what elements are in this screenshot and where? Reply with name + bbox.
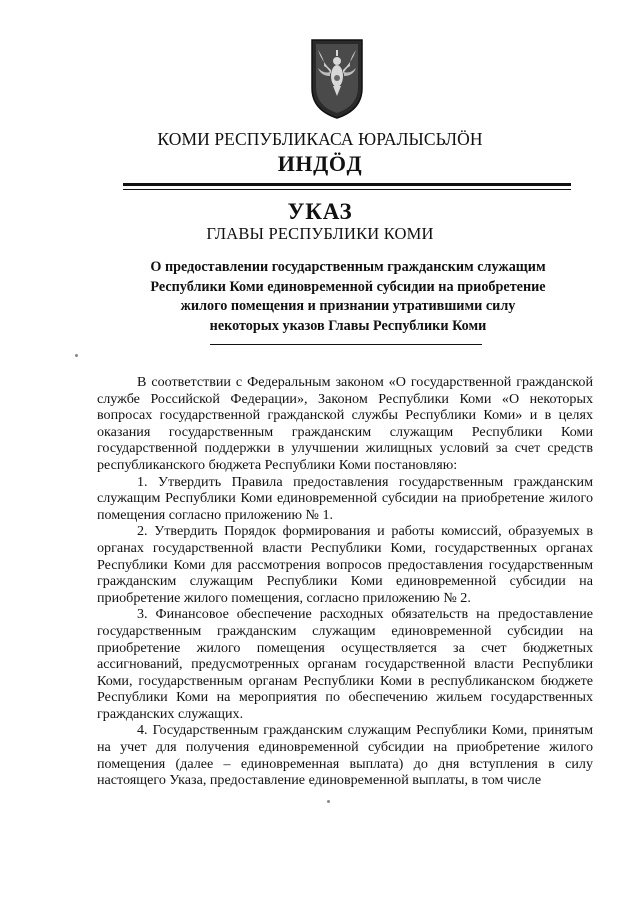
komi-coat-of-arms-icon: [306, 36, 368, 120]
header-rule-thick: [123, 183, 571, 186]
document-body: [97, 374, 593, 789]
issuer-name: ГЛАВЫ РЕСПУБЛИКИ КОМИ: [206, 224, 434, 243]
document-type: УКАЗ: [287, 199, 353, 224]
clause-1-paragraph: 1. Утвердить Правила предоставления государственным гражданским служащим Республики Коми единовременной субсидии на приобретение жилого помещения согласно приложению № 1.: [97, 473, 593, 523]
subject-line: некоторых указов Главы Республики Коми: [209, 317, 487, 334]
scan-speck: [327, 800, 330, 803]
subject-underline: [210, 344, 482, 345]
header-rule-thin: [123, 189, 571, 190]
scan-speck: [75, 354, 78, 357]
subject-line: О предоставлении государственным гражданским служащим: [150, 259, 546, 275]
issuer-name-komi: КОМИ РЕСПУБЛИКАСА ЮРАЛЫСЬЛӦН: [157, 129, 483, 149]
preamble-paragraph: В соответствии с Федеральным законом «О государственной гражданской службе Российской Федерации», Законом Республики Коми «О некоторых вопросах государственной гражданской службы Республики Коми» и в целях оказания государственным гражданским служащим Республики Коми государственной поддержки в улучшении жилищных условий за счет средств республиканского бюджета Республики Коми постановляю:: [97, 374, 593, 473]
clause-3-paragraph: 3. Финансовое обеспечение расходных обязательств на предоставление государственным гражданским служащим единовременной субсидии на приобретение жилого помещения осуществляется за счет бюджетных ассигнований, предусмотренных органам государственной власти Республики Коми, государственным органам Республики Коми в республиканском бюджете Республики Коми на мероприятия по обеспечению жильем государственных гражданских служащих.: [97, 606, 593, 722]
subject-line: Республики Коми единовременной субсидии на приобретение: [150, 278, 546, 295]
document-type-komi: ИНДӦД: [277, 151, 363, 176]
clause-4-paragraph: 4. Государственным гражданским служащим Республики Коми, принятым на учет для получения единовременной субсидии на приобретение жилого помещения (далее – единовременная выплата) до дня вступления в силу настоящего Указа, предоставление единовременной выплаты, в том числе: [97, 722, 593, 789]
subject-line: жилого помещения и признании утратившими силу: [180, 298, 516, 314]
clause-2-paragraph: 2. Утвердить Порядок формирования и работы комиссий, образуемых в органах государственной власти Республики Коми, государственных органах Республики Коми для рассмотрения вопросов предоставления государственным гражданским служащим Республики Коми единовременной субсидии на приобретение жилого помещения, согласно приложению № 2.: [97, 523, 593, 606]
document-subject: [118, 258, 578, 336]
